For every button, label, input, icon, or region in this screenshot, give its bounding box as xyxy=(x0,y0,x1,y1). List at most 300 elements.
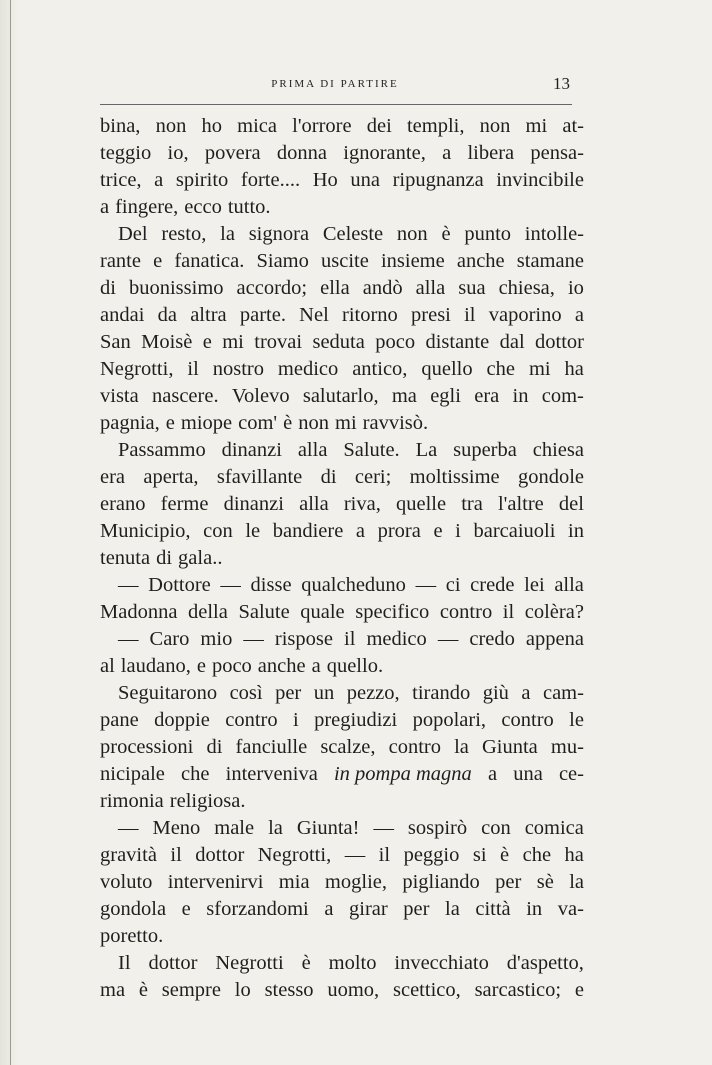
word: è xyxy=(283,412,293,434)
word: in xyxy=(512,385,529,407)
word: la xyxy=(220,223,235,245)
text-line xyxy=(100,788,584,815)
word: com' xyxy=(238,412,278,434)
word: buonissimo xyxy=(128,277,224,299)
word: templi, xyxy=(406,115,465,137)
word: d'aspetto, xyxy=(506,952,584,974)
word: riva, xyxy=(343,493,381,515)
word: il xyxy=(464,304,476,326)
word: e xyxy=(433,520,443,542)
word: lei xyxy=(524,574,545,596)
word: resto, xyxy=(161,223,207,245)
word: che xyxy=(522,844,552,866)
word: libera xyxy=(467,142,515,164)
word: chiesa, xyxy=(498,277,555,299)
word: povera xyxy=(204,142,261,164)
word: egli xyxy=(430,385,461,407)
word: sforzandomi xyxy=(206,898,309,920)
word: pregiudizi xyxy=(314,709,398,731)
word: La xyxy=(415,439,438,461)
word: non xyxy=(298,412,329,434)
word: con xyxy=(481,817,511,839)
word: nicipale xyxy=(100,763,165,785)
word: un xyxy=(313,682,335,704)
word: in xyxy=(568,520,584,542)
word: intolle- xyxy=(524,223,584,245)
word: — xyxy=(437,628,459,650)
text-line xyxy=(100,545,584,572)
word: poco xyxy=(211,655,252,677)
word: salutarlo, xyxy=(302,385,379,407)
word: quello xyxy=(421,358,473,380)
word: molto xyxy=(328,952,377,974)
word: è xyxy=(301,952,311,974)
word: appena xyxy=(525,628,584,650)
word: di xyxy=(156,547,173,569)
word: per xyxy=(403,898,430,920)
word: a xyxy=(100,196,110,218)
word: alla xyxy=(299,493,329,515)
text-line xyxy=(100,977,584,1004)
word: rante xyxy=(100,250,141,272)
text-line xyxy=(100,275,584,302)
word: ella xyxy=(320,277,350,299)
word: Siamo xyxy=(256,250,309,272)
word: e xyxy=(574,979,584,1001)
word: invincibile xyxy=(496,169,584,191)
word: ceri; xyxy=(354,466,392,488)
word: Negrotti, xyxy=(257,844,332,866)
word: che xyxy=(486,358,515,380)
word: presi xyxy=(411,304,451,326)
word: donna xyxy=(276,142,328,164)
page-header xyxy=(100,74,570,94)
word: il xyxy=(187,358,199,380)
word: Giunta xyxy=(481,736,538,758)
word: si xyxy=(472,844,487,866)
word: anche xyxy=(456,250,505,272)
word: lo xyxy=(234,979,251,1001)
word: andai xyxy=(100,304,145,326)
word: a xyxy=(324,898,334,920)
word: il xyxy=(378,844,391,866)
word: pane xyxy=(100,709,139,731)
word: di xyxy=(206,736,223,758)
text-line xyxy=(100,815,584,842)
word: at- xyxy=(562,115,584,137)
word: la xyxy=(569,871,584,893)
word: San xyxy=(100,331,131,353)
word: Caro xyxy=(149,628,190,650)
book-gutter xyxy=(0,0,18,1065)
word: al xyxy=(100,655,115,677)
text-line xyxy=(100,680,584,707)
word: di xyxy=(100,277,116,299)
word: antico, xyxy=(352,358,408,380)
text-line xyxy=(100,950,584,977)
word: gravità xyxy=(100,844,157,866)
word: nascere. xyxy=(152,385,219,407)
word: la xyxy=(454,736,469,758)
word: così xyxy=(229,682,263,704)
word: Moisè xyxy=(141,331,193,353)
word: io, xyxy=(167,142,189,164)
word: mi xyxy=(222,331,244,353)
text-line xyxy=(100,464,584,491)
word: uomo, xyxy=(327,979,380,1001)
word: mi xyxy=(335,412,357,434)
word: quale xyxy=(300,601,345,623)
word: poco xyxy=(375,331,416,353)
word: disse xyxy=(250,574,292,596)
word: sospirò xyxy=(407,817,468,839)
word: a xyxy=(574,304,584,326)
word: mu- xyxy=(550,736,584,758)
word: quello. xyxy=(326,655,384,677)
word: contro xyxy=(225,709,278,731)
word: invecchiato xyxy=(394,952,489,974)
word: fanciulle xyxy=(235,736,308,758)
word: è xyxy=(441,223,451,245)
word: mica xyxy=(237,115,277,137)
word: Dottore xyxy=(148,574,211,596)
word: a xyxy=(487,763,498,785)
word: in pompa magna xyxy=(333,763,472,785)
word: com- xyxy=(541,385,584,407)
word: — xyxy=(118,817,139,839)
word: parte. xyxy=(239,304,286,326)
word: doppie xyxy=(154,709,210,731)
word: a xyxy=(521,682,531,704)
text-line xyxy=(100,167,584,194)
word: ci xyxy=(445,574,461,596)
word: bina, xyxy=(100,115,141,137)
word: medico xyxy=(366,628,427,650)
word: mi xyxy=(525,115,548,137)
word: Ho xyxy=(312,169,338,191)
word: dei xyxy=(366,115,392,137)
word: fingere, xyxy=(115,196,179,218)
word: mia xyxy=(278,871,310,893)
word: — xyxy=(118,628,139,650)
word: uscite xyxy=(321,250,369,272)
word: stamane xyxy=(516,250,584,272)
text-line xyxy=(100,383,584,410)
body-text xyxy=(100,113,584,1004)
word: non xyxy=(479,115,511,137)
text-line xyxy=(100,707,584,734)
word: nostro xyxy=(212,358,264,380)
word: colèra? xyxy=(524,601,584,623)
word: ha xyxy=(564,844,584,866)
word: vaporino xyxy=(488,304,562,326)
word: la xyxy=(445,898,460,920)
word: e xyxy=(181,898,191,920)
word: — xyxy=(344,844,366,866)
word: il xyxy=(502,601,515,623)
text-line xyxy=(100,356,584,383)
word: l'altre xyxy=(497,493,544,515)
word: medico xyxy=(277,358,339,380)
text-line xyxy=(100,653,584,680)
word: Municipio, xyxy=(100,520,191,542)
word: male xyxy=(214,817,255,839)
word: è xyxy=(500,844,510,866)
word: pezzo, xyxy=(346,682,400,704)
word: bandiere xyxy=(272,520,344,542)
word: sfavillante xyxy=(216,466,303,488)
word: tenuta xyxy=(100,547,151,569)
text-line xyxy=(100,221,584,248)
word: per xyxy=(495,871,522,893)
word: aperta, xyxy=(143,466,199,488)
word: e xyxy=(165,412,175,434)
word: andò xyxy=(362,277,403,299)
word: il xyxy=(170,844,182,866)
word: scalze, xyxy=(320,736,376,758)
word: miope xyxy=(180,412,233,434)
word: moglie, xyxy=(324,871,387,893)
word: cam- xyxy=(542,682,584,704)
word: giù xyxy=(482,682,509,704)
word: ripugnanza xyxy=(392,169,484,191)
word: dinanzi xyxy=(221,439,282,461)
text-line xyxy=(100,248,584,275)
word: crede xyxy=(470,574,515,596)
word: non xyxy=(396,223,428,245)
text-line xyxy=(100,437,584,464)
word: alla xyxy=(554,574,584,596)
word: ignorante, xyxy=(343,142,426,164)
word: Nel xyxy=(299,304,329,326)
word: punto xyxy=(464,223,512,245)
word: Salute xyxy=(238,601,290,623)
word: contro xyxy=(439,601,493,623)
word: era xyxy=(474,385,500,407)
word: poretto. xyxy=(100,925,164,947)
word: gala.. xyxy=(178,547,223,569)
word: ha xyxy=(564,358,584,380)
word: l'orrore xyxy=(292,115,352,137)
word: erano xyxy=(100,493,146,515)
word: credo xyxy=(469,628,515,650)
word: e xyxy=(202,331,212,353)
word: tirando xyxy=(412,682,471,704)
word: città xyxy=(475,898,511,920)
word: seduta xyxy=(312,331,365,353)
word: Madonna xyxy=(100,601,178,623)
word: trice, xyxy=(100,169,142,191)
word: è xyxy=(138,979,148,1001)
word: processioni xyxy=(100,736,194,758)
word: e xyxy=(196,655,206,677)
word: a xyxy=(311,655,321,677)
word: qualcheduno xyxy=(301,574,406,596)
word: altra xyxy=(190,304,227,326)
word: dinanzi xyxy=(223,493,284,515)
text-line xyxy=(100,113,584,140)
text-line xyxy=(100,491,584,518)
word: Giunta! xyxy=(296,817,360,839)
word: rimonia xyxy=(100,790,164,812)
word: insieme xyxy=(380,250,445,272)
word: a xyxy=(442,142,452,164)
word: mio xyxy=(200,628,233,650)
word: ho xyxy=(201,115,222,137)
word: dal xyxy=(499,331,525,353)
word: della xyxy=(188,601,228,623)
word: ce- xyxy=(558,763,584,785)
word: tutto. xyxy=(227,196,271,218)
word: gondole xyxy=(517,466,584,488)
word: Seguitarono xyxy=(118,682,218,704)
word: superba xyxy=(453,439,517,461)
word: quelle xyxy=(395,493,447,515)
header-rule xyxy=(100,104,572,105)
word: trovai xyxy=(254,331,303,353)
word: sarcastico; xyxy=(474,979,562,1001)
word: Celeste xyxy=(322,223,384,245)
word: sè xyxy=(536,871,554,893)
word: Meno xyxy=(152,817,201,839)
text-line xyxy=(100,410,584,437)
word: i xyxy=(293,709,299,731)
word: io xyxy=(567,277,584,299)
word: pagnia, xyxy=(100,412,160,434)
word: pensa- xyxy=(530,142,584,164)
word: Salute. xyxy=(343,439,400,461)
word: prora xyxy=(377,520,421,542)
word: i xyxy=(455,520,461,542)
word: con xyxy=(203,520,233,542)
word: sua xyxy=(458,277,486,299)
word: intervenirvi xyxy=(167,871,264,893)
word: va- xyxy=(557,898,584,920)
word: — xyxy=(220,574,241,596)
word: la xyxy=(268,817,283,839)
word: rispose xyxy=(274,628,333,650)
word: voluto xyxy=(100,871,153,893)
text-line xyxy=(100,896,584,923)
word: Volevo xyxy=(231,385,290,407)
word: era xyxy=(100,466,126,488)
text-line xyxy=(100,194,584,221)
word: tra xyxy=(461,493,483,515)
word: — xyxy=(243,628,264,650)
word: alla xyxy=(297,439,328,461)
word: ecco xyxy=(184,196,222,218)
text-line xyxy=(100,599,584,626)
word: — xyxy=(118,574,139,596)
word: di xyxy=(320,466,337,488)
word: peggio xyxy=(403,844,460,866)
word: Passammo xyxy=(118,439,206,461)
word: dottor xyxy=(195,844,245,866)
text-line xyxy=(100,923,584,950)
word: del xyxy=(558,493,584,515)
word: popolari, xyxy=(412,709,487,731)
word: pigliando xyxy=(402,871,480,893)
word: ma xyxy=(391,385,417,407)
word: interveniva xyxy=(225,763,318,785)
text-line xyxy=(100,302,584,329)
word: anche xyxy=(257,655,306,677)
text-line xyxy=(100,734,584,761)
word: barcaiuoli xyxy=(473,520,556,542)
word: ma xyxy=(100,979,126,1001)
word: gondola xyxy=(100,898,167,920)
word: ritorno xyxy=(342,304,398,326)
word: alla xyxy=(415,277,446,299)
word: distante xyxy=(425,331,490,353)
word: teggio xyxy=(100,142,152,164)
word: comica xyxy=(524,817,584,839)
word: a xyxy=(154,169,164,191)
word: dottor xyxy=(148,952,198,974)
text-line xyxy=(100,140,584,167)
word: scettico, xyxy=(393,979,461,1001)
word: contro xyxy=(388,736,441,758)
text-line xyxy=(100,329,584,356)
word: moltissime xyxy=(409,466,500,488)
word: — xyxy=(373,817,394,839)
word: dottor xyxy=(535,331,584,353)
word: forte.... xyxy=(240,169,301,191)
word: religiosa. xyxy=(169,790,246,812)
word: laudano, xyxy=(120,655,191,677)
word: una xyxy=(513,763,543,785)
word: ferme xyxy=(160,493,209,515)
word: e xyxy=(153,250,163,272)
word: signora xyxy=(248,223,310,245)
text-line xyxy=(100,572,584,599)
word: a xyxy=(355,520,366,542)
word: che xyxy=(181,763,210,785)
word: una xyxy=(350,169,380,191)
word: Negrotti xyxy=(215,952,284,974)
word: contro xyxy=(501,709,554,731)
word: vista xyxy=(100,385,139,407)
word: fanatica. xyxy=(174,250,245,272)
word: stesso xyxy=(264,979,314,1001)
word: per xyxy=(275,682,302,704)
word: spirito xyxy=(175,169,229,191)
word: girar xyxy=(349,898,388,920)
word: le xyxy=(245,520,261,542)
text-line xyxy=(100,869,584,896)
word: — xyxy=(415,574,437,596)
word: Del xyxy=(118,223,148,245)
page-number: 13 xyxy=(553,74,570,93)
text-line xyxy=(100,761,584,788)
text-line xyxy=(100,842,584,869)
word: da xyxy=(157,304,177,326)
text-line xyxy=(100,626,584,653)
word: il xyxy=(344,628,356,650)
word: non xyxy=(155,115,187,137)
word: Il xyxy=(118,952,131,974)
word: accordo; xyxy=(236,277,308,299)
word: sempre xyxy=(161,979,221,1001)
word: specifico xyxy=(355,601,430,623)
word: le xyxy=(569,709,584,731)
word: chiesa xyxy=(532,439,584,461)
word: in xyxy=(526,898,543,920)
word: mi xyxy=(528,358,551,380)
running-title: PRIMA DI PARTIRE xyxy=(271,78,399,90)
word: Negrotti, xyxy=(100,358,174,380)
word: ravvisò. xyxy=(362,412,429,434)
